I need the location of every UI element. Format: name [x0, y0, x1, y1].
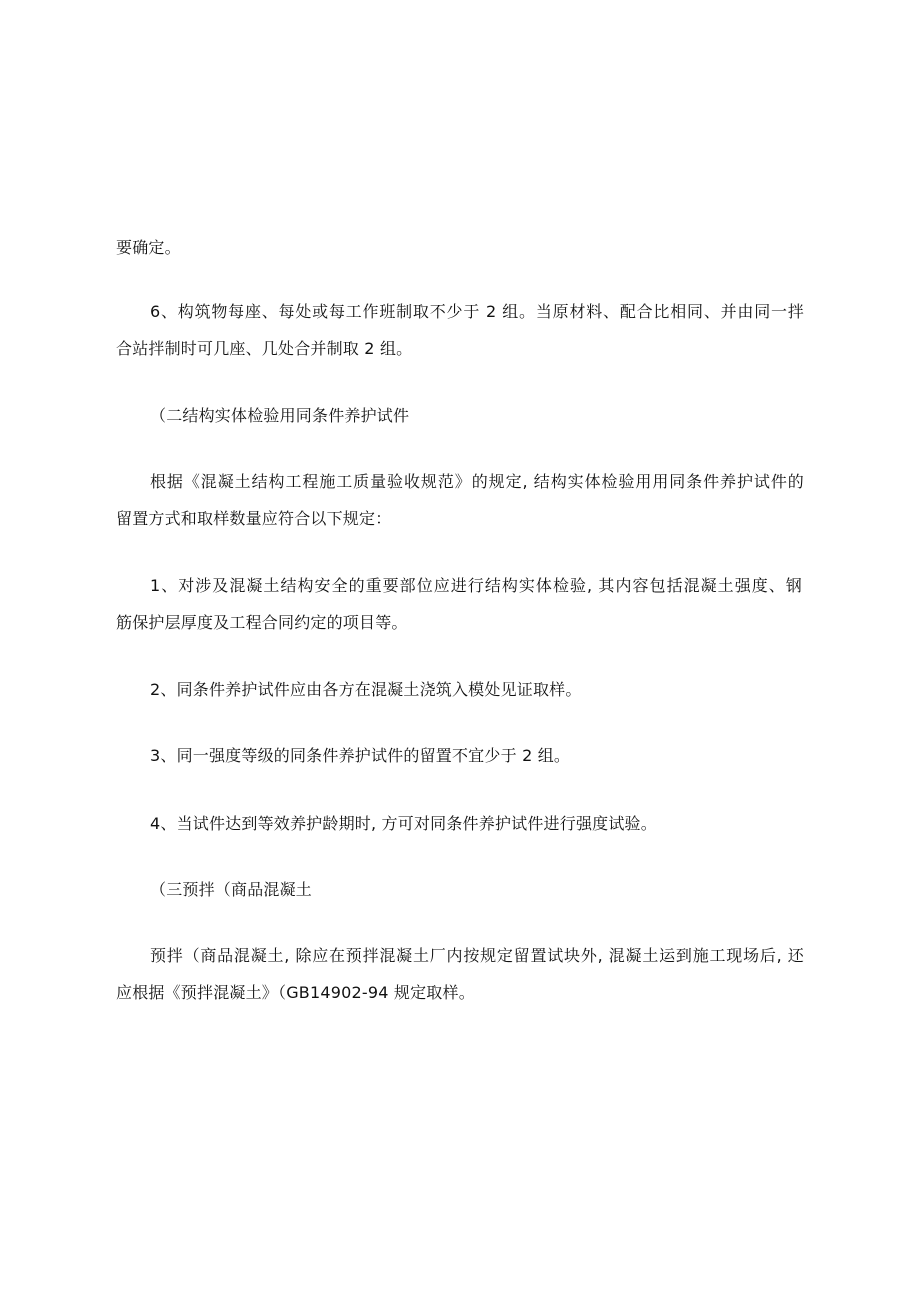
section3-body-line2: 应根据《预拌混凝土》（GB14902-94 规定取样。 — [116, 983, 475, 1002]
item6-line2: 合站拌制时可几座、几处合并制取 2 组。 — [116, 339, 413, 358]
section2-intro-line1: 根据《混凝土结构工程施工质量验收规范》的规定, 结构实体检验用用同条件养护试件的 — [150, 472, 804, 491]
rule4-text: 4、当试件达到等效养护龄期时, 方可对同条件养护试件进行强度试验。 — [150, 814, 657, 833]
item6-line1: 6、构筑物每座、每处或每工作班制取不少于 2 组。当原材料、配合比相同、并由同一拌 — [150, 302, 804, 321]
section2-heading: （二结构实体检验用同条件养护试件 — [150, 406, 410, 425]
rule2-text: 2、同条件养护试件应由各方在混凝土浇筑入模处见证取样。 — [150, 680, 582, 699]
section3-body-line1: 预拌（商品混凝土, 除应在预拌混凝土厂内按规定留置试块外, 混凝土运到施工现场后, 还 — [150, 946, 804, 965]
rule1-line2: 筋保护层厚度及工程合同约定的项目等。 — [116, 613, 408, 632]
rule1-line1: 1、对涉及混凝土结构安全的重要部位应进行结构实体检验, 其内容包括混凝土强度、钢 — [150, 576, 802, 595]
section2-intro-line2: 留置方式和取样数量应符合以下规定： — [116, 509, 392, 528]
section3-heading: （三预拌（商品混凝土 — [150, 880, 313, 899]
continuation-text: 要确定。 — [116, 238, 181, 257]
rule3-text: 3、同一强度等级的同条件养护试件的留置不宜少于 2 组。 — [150, 746, 571, 765]
